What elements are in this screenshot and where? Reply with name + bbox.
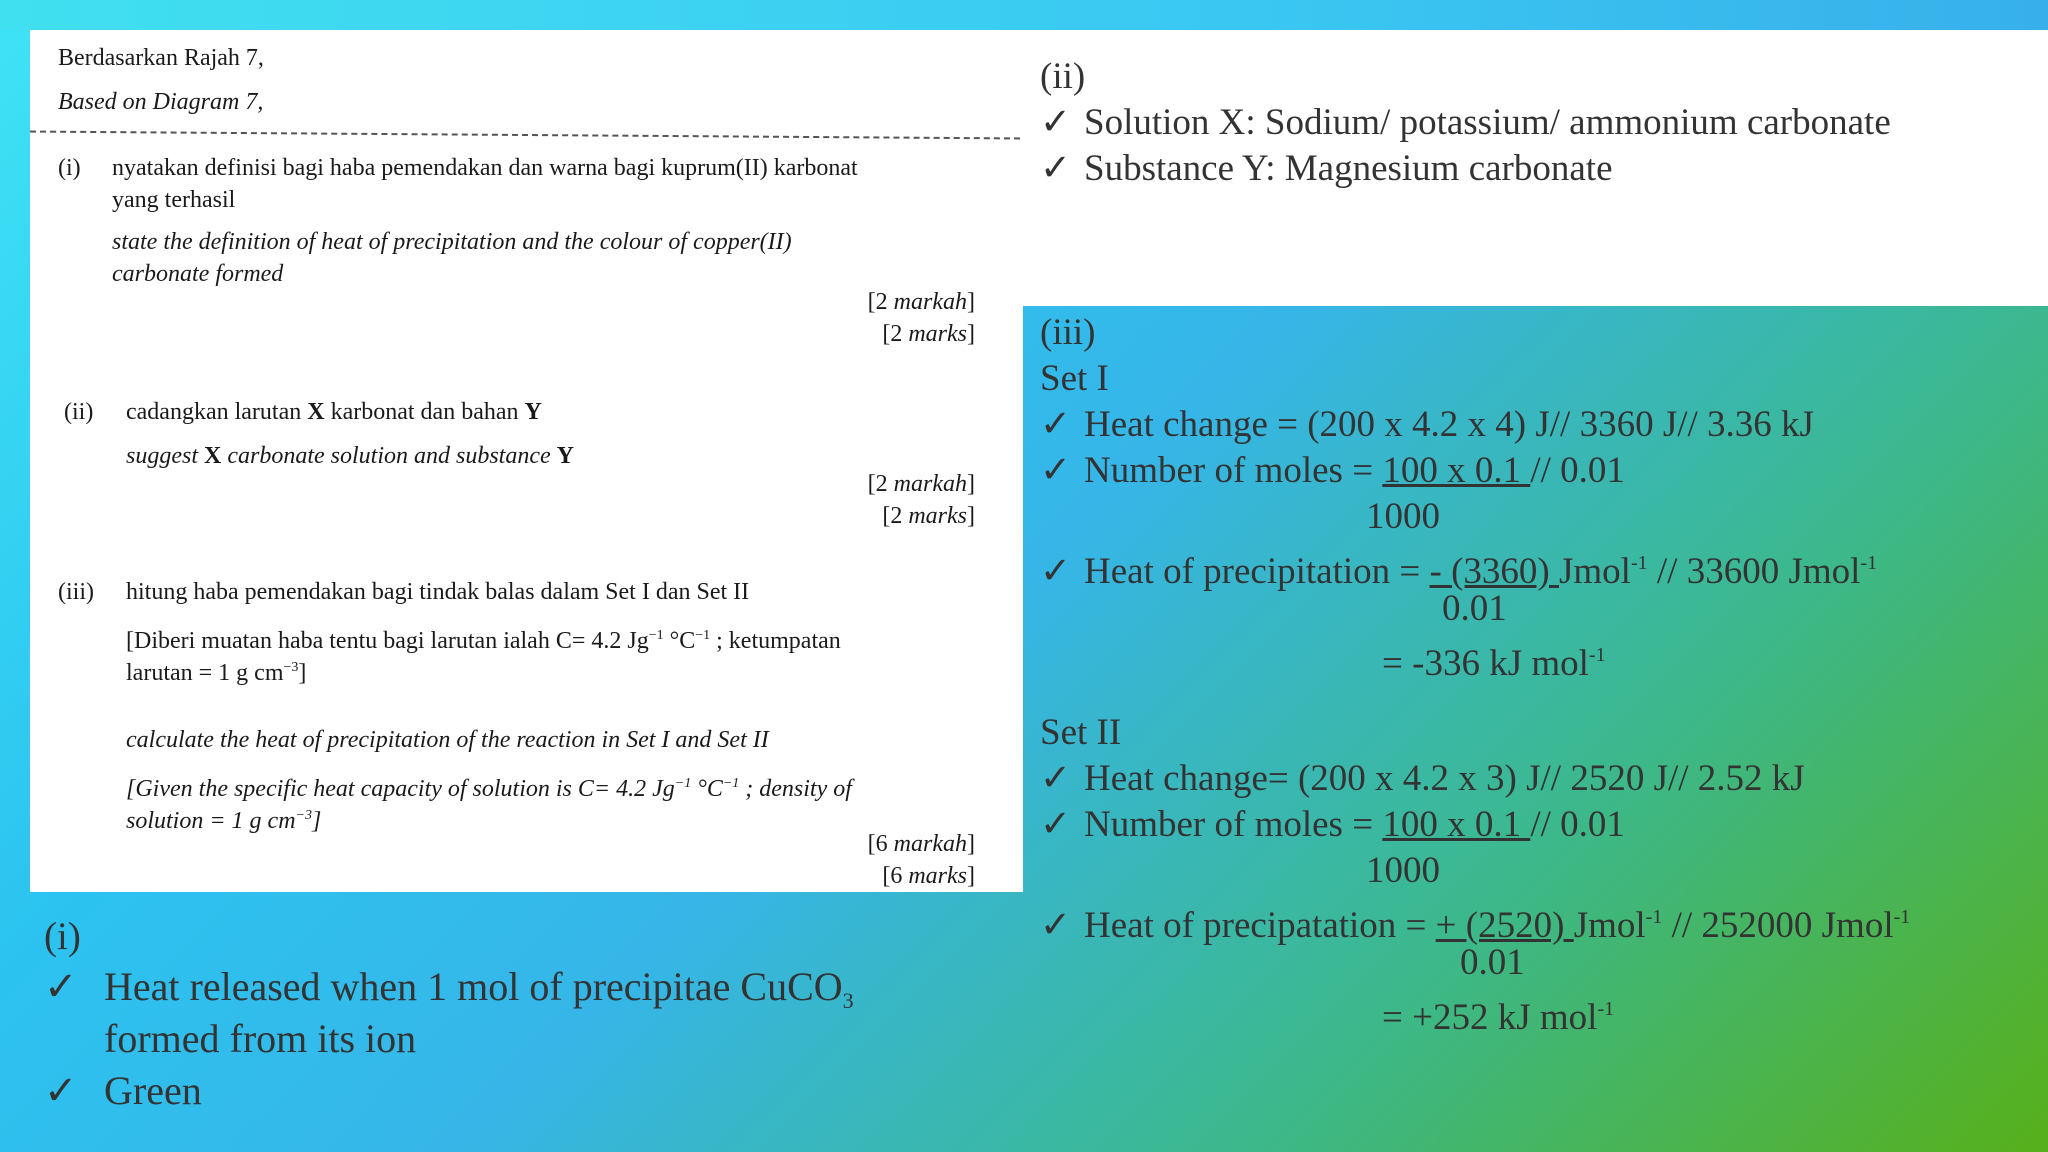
intro-malay: Berdasarkan Rajah 7,: [58, 45, 264, 71]
q1-english-line1: state the definition of heat of precipitation and the colour of copper(II): [112, 229, 792, 255]
answer-i-definition: ✓ Heat released when 1 mol of precipitae CuCO$_3$: [44, 964, 854, 1013]
check-icon: ✓: [1040, 102, 1072, 143]
set2-heat-change: ✓ Heat change= (200 x 4.2 x 3) J// 2520 J// 2.52 kJ: [1040, 756, 1805, 802]
check-icon: ✓: [1040, 804, 1072, 845]
q1-number: (i): [58, 155, 81, 181]
check-icon: ✓: [44, 964, 78, 1009]
set1-moles: ✓ Number of moles = 100 x 0.1 // 0.01: [1040, 448, 1625, 494]
dashed-divider: [30, 131, 1020, 140]
check-icon: ✓: [44, 1068, 78, 1113]
set2-hop-denominator: 0.01: [1460, 942, 1525, 983]
answer-i-colour: ✓ Green: [44, 1068, 202, 1113]
q1-malay-line2: yang terhasil: [112, 187, 236, 213]
set1-title: Set I: [1040, 358, 1109, 399]
q1-marks: [2 marks]: [882, 321, 975, 347]
q3-english-line1: calculate the heat of precipitation of the reaction in Set I and Set II: [126, 727, 769, 753]
q2-markah: [2 markah]: [867, 471, 975, 497]
set1-result: = -336 kJ mol$^{-1}$: [1382, 643, 1606, 684]
q3-number: (iii): [58, 579, 94, 605]
answer-iii-label: (iii): [1040, 312, 1096, 353]
set1-hop-denominator: 0.01: [1442, 588, 1507, 629]
check-icon: ✓: [1040, 404, 1072, 445]
answer-ii-solution: ✓ Solution X: Sodium/ potassium/ ammonium carbonate: [1040, 100, 1891, 146]
check-icon: ✓: [1040, 551, 1072, 592]
q1-english-line2: carbonate formed: [112, 261, 284, 287]
check-icon: ✓: [1040, 148, 1072, 189]
q2-english: suggest X carbonate solution and substance Y: [126, 443, 574, 469]
top-accent-bar: [0, 0, 2048, 30]
q2-malay: cadangkan larutan X karbonat dan bahan Y: [126, 399, 542, 425]
set2-moles: ✓ Number of moles = 100 x 0.1 // 0.01: [1040, 802, 1625, 848]
q3-english-line3: solution = 1 g $cm^{-3}$]: [126, 808, 322, 834]
q3-malay-line1: hitung haba pemendakan bagi tindak balas dalam Set I dan Set II: [126, 579, 750, 605]
set2-title: Set II: [1040, 712, 1122, 753]
q1-markah: [2 markah]: [867, 289, 975, 315]
answer-ii-label: (ii): [1040, 56, 1086, 97]
q3-malay-line2: [Diberi muatan haba tentu bagi larutan ialah C= 4.2 $Jg^{-1}$ $^\circ C^{-1}$ ; ketumpatan: [126, 628, 841, 654]
check-icon: ✓: [1040, 905, 1072, 946]
q3-markah: [6 markah]: [867, 831, 975, 857]
answer-i-definition-line2: formed from its ion: [104, 1016, 417, 1061]
set2-result: = +252 kJ mol$^{-1}$: [1382, 997, 1615, 1038]
set1-heat-change: ✓ Heat change = (200 x 4.2 x 4) J// 3360 J// 3.36 kJ: [1040, 402, 1814, 448]
set2-heat-of-precipitation: ✓ Heat of precipatation = + (2520) Jmol$^{-1}$ // 252000 Jmol$^{-1}$: [1040, 894, 1910, 949]
q2-number: (ii): [64, 399, 94, 425]
question-panel: [30, 30, 1023, 892]
q1-malay-line1: nyatakan definisi bagi haba pemendakan dan warna bagi kuprum(II) karbonat: [112, 155, 858, 181]
answer-i-label: (i): [44, 915, 81, 958]
check-icon: ✓: [1040, 758, 1072, 799]
check-icon: ✓: [1040, 450, 1072, 491]
set1-heat-of-precipitation: ✓ Heat of precipitation = - (3360) Jmol$^{-1}$ // 33600 Jmol$^{-1}$: [1040, 540, 1877, 595]
q3-marks: [6 marks]: [882, 863, 975, 889]
set2-moles-denominator: 1000: [1366, 850, 1440, 891]
intro-english: Based on Diagram 7,: [58, 89, 264, 115]
q3-english-line2: [Given the specific heat capacity of solution is C= 4.2 $Jg^{-1}$ $^\circ C^{-1}$ ; density of: [126, 776, 852, 802]
q3-malay-line3: larutan = 1 g $cm^{-3}$]: [126, 660, 307, 686]
q2-marks: [2 marks]: [882, 503, 975, 529]
set1-moles-denominator: 1000: [1366, 496, 1440, 537]
answer-ii-substance: ✓ Substance Y: Magnesium carbonate: [1040, 146, 1613, 192]
